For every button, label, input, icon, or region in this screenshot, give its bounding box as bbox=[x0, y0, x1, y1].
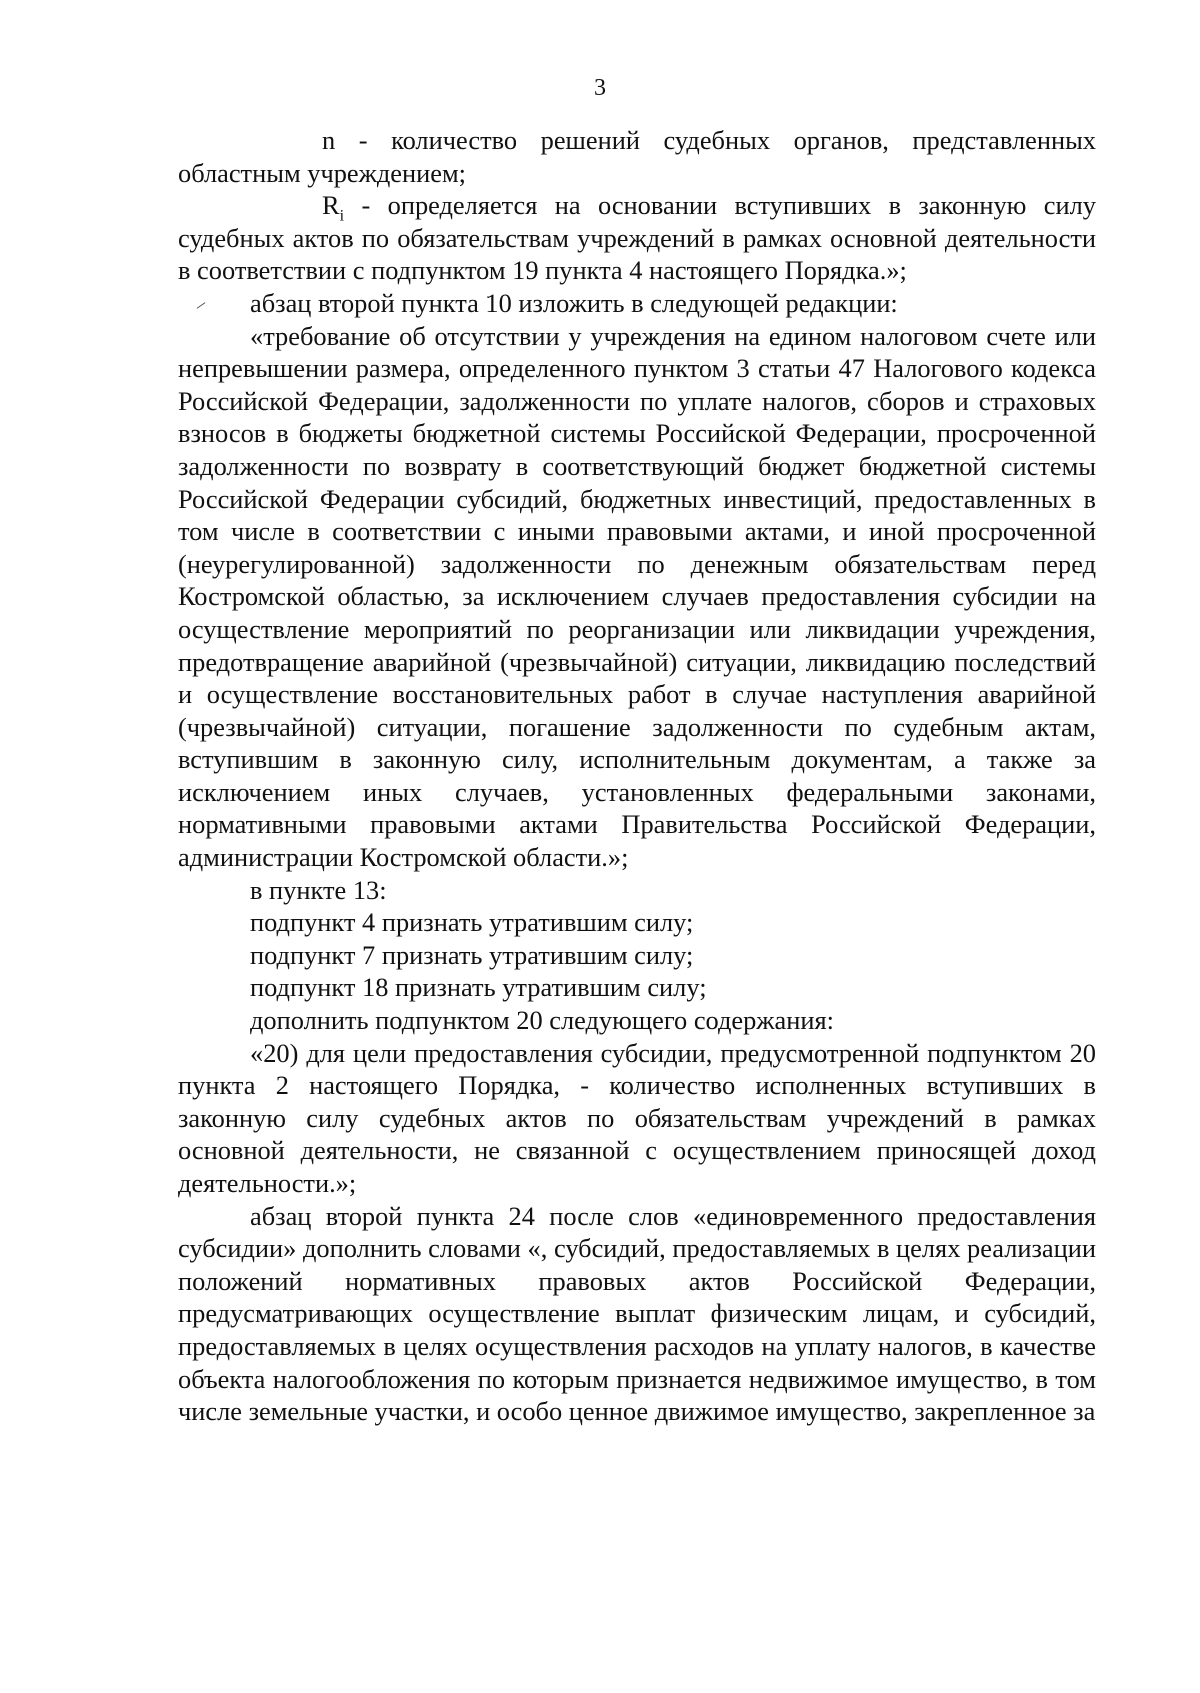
paragraph-ri-text: - определяется на основании вступивших в законную силу судебных актов по обязательствам учреждений в рамках основной деятельности в соответствии с подпунктом 19 пункта 4 настоящего Порядка.»; bbox=[178, 190, 1096, 286]
paragraph-point-24: абзац второй пункта 24 после слов «единовременного предоставления субсидии» дополнить словами «, субсидий, предоставляемых в целях реализации положений нормативных правовых актов Российской Федерации, предусматривающих осуществление выплат физическим лицам, и субсидий, предоставляемых в целях осуществления расходов на уплату налогов, в качестве объекта налогообложения по которым признается недвижимое имущество, в том числе земельные участки, и особо ценное движимое имущество, закрепленное за bbox=[178, 1200, 1096, 1427]
paragraph-subpoint-20-text: «20) для цели предоставления субсидии, предусмотренной подпунктом 20 пункта 2 настоящего Порядка, - количество исполненных вступивших в законную силу судебных актов по обязательствам учреждений в рамках основной деятельности, не связанной с осуществлением приносящей доход деятельности.»; bbox=[178, 1037, 1096, 1198]
variable-r-subscript: i bbox=[339, 207, 345, 225]
variable-n: n bbox=[322, 125, 336, 155]
paragraph-add-subpoint-20: дополнить подпунктом 20 следующего содержания: bbox=[250, 1005, 834, 1036]
paragraph-point-13: в пункте 13: bbox=[250, 874, 387, 905]
paragraph-subpoint-18: подпункт 18 признать утратившим силу; bbox=[250, 972, 707, 1003]
paragraph-n-definition bbox=[178, 124, 1096, 189]
variable-r-symbol: R bbox=[322, 190, 340, 221]
variable-r bbox=[250, 189, 345, 225]
paragraph-subpoint-4: подпункт 4 признать утратившим силу; bbox=[250, 907, 694, 938]
page-number: 3 bbox=[594, 75, 606, 101]
paragraph-amendment-point-10: абзац второй пункта 10 изложить в следующей редакции: bbox=[250, 287, 898, 318]
paragraph-n-text: - количество решений судебных органов, представленных областным учреждением; bbox=[178, 125, 1096, 188]
paragraph-ri-definition bbox=[178, 189, 1096, 287]
paragraph-subpoint-7: подпункт 7 признать утратившим силу; bbox=[250, 939, 694, 970]
paragraph-requirement-text: «требование об отсутствии у учреждения на едином налоговом счете или непревышении размера, определенного пунктом 3 статьи 47 Налогового кодекса Российской Федерации, задолженности по уплате налогов, сборов и страховых взносов в бюджеты бюджетной системы Российской Федерации, просроченной задолженности по возврату в соответствующий бюджет бюджетной системы Российской Федерации субсидий, бюджетных инвестиций, предоставленных в том числе в соответствии с иными правовыми актами, и иной просроченной (неурегулированной) задолженности по денежным обязательствам перед Костромской областью, за исключением случаев предоставления субсидии на осуществление мероприятий по реорганизации или ликвидации учреждения, предотвращение аварийной (чрезвычайной) ситуации, ликвидацию последствий и осуществление восстановительных работ в случае наступления аварийной (чрезвычайной) ситуации, погашение задолженности по судебным актам, вступившим в законную силу, исполнительным документам, а также за исключением иных случаев, установленных федеральными законами, нормативными правовыми актами Правительства Российской Федерации, администрации Костромской области.»; bbox=[178, 320, 1096, 873]
document-body bbox=[178, 124, 1096, 1428]
